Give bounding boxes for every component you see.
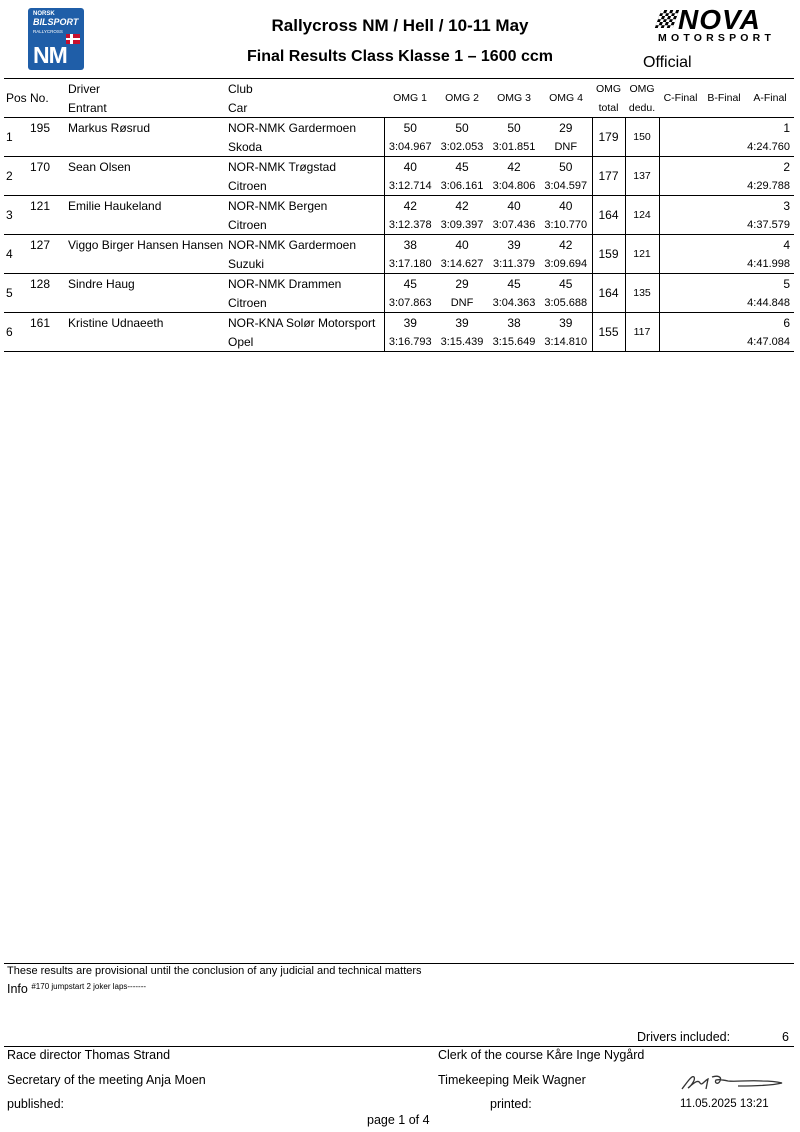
omg-dedu-cell: 135 bbox=[625, 274, 659, 313]
c-final-cell bbox=[659, 118, 702, 157]
b-final-cell bbox=[702, 235, 746, 274]
omg3-time: 3:04.363 bbox=[488, 293, 540, 313]
a-final-pos: 5 bbox=[783, 276, 790, 291]
omg1-points: 45 bbox=[403, 276, 417, 291]
a-final-time: 4:37.579 bbox=[746, 215, 794, 235]
club-name: NOR-KNA Solør Motorsport bbox=[226, 313, 384, 333]
omg3-time: 3:01.851 bbox=[488, 137, 540, 157]
drivers-included-label: Drivers included: bbox=[637, 1030, 731, 1044]
omg-dedu-cell: 121 bbox=[625, 235, 659, 274]
omg4-points: 39 bbox=[559, 315, 573, 330]
car-number-cell: 161 bbox=[30, 313, 66, 352]
page-subtitle: Final Results Class Klasse 1 – 1600 ccm bbox=[247, 48, 553, 65]
b-final-cell bbox=[702, 118, 746, 157]
omg3-time: 3:15.649 bbox=[488, 332, 540, 352]
omg4-time: 3:14.810 bbox=[540, 332, 592, 352]
timekeeping: Timekeeping Meik Wagner bbox=[438, 1073, 586, 1087]
entrant-name bbox=[66, 137, 226, 157]
info-line bbox=[7, 982, 146, 996]
omg4-points: 40 bbox=[559, 198, 573, 213]
pos-cell: 6 bbox=[4, 313, 30, 352]
footer-divider-bottom bbox=[4, 1046, 794, 1047]
col-omg-total-1: OMG bbox=[592, 79, 625, 99]
col-c-final: C-Final bbox=[659, 79, 702, 118]
omg2-points: 29 bbox=[455, 276, 469, 291]
omg3-time: 3:07.436 bbox=[488, 215, 540, 235]
nova-logo-text: NOVA bbox=[678, 4, 761, 35]
omg3-time: 3:04.806 bbox=[488, 176, 540, 196]
entrant-name bbox=[66, 215, 226, 235]
result-row bbox=[4, 274, 794, 294]
omg2-points: 50 bbox=[455, 120, 469, 135]
car-number-cell: 127 bbox=[30, 235, 66, 274]
a-final-time: 4:29.788 bbox=[746, 176, 794, 196]
club-name: NOR-NMK Trøgstad bbox=[226, 157, 384, 177]
omg1-points: 40 bbox=[403, 159, 417, 174]
car-number-cell: 128 bbox=[30, 274, 66, 313]
car-make: Suzuki bbox=[226, 254, 384, 274]
secretary: Secretary of the meeting Anja Moen bbox=[7, 1073, 206, 1087]
car-number-cell: 170 bbox=[30, 157, 66, 196]
result-row bbox=[4, 196, 794, 216]
pos-cell: 5 bbox=[4, 274, 30, 313]
omg-dedu-cell: 150 bbox=[625, 118, 659, 157]
omg4-time: 3:05.688 bbox=[540, 293, 592, 313]
club-name: NOR-NMK Gardermoen bbox=[226, 235, 384, 255]
omg1-points: 42 bbox=[403, 198, 417, 213]
nm-logo-line3: RALLYCROSS bbox=[33, 29, 63, 34]
col-no: No. bbox=[30, 79, 66, 118]
car-make: Citroen bbox=[226, 176, 384, 196]
omg2-points: 45 bbox=[455, 159, 469, 174]
driver-name: Viggo Birger Hansen Hansen bbox=[68, 237, 224, 252]
club-name: NOR-NMK Drammen bbox=[226, 274, 384, 294]
omg2-time: DNF bbox=[436, 293, 488, 313]
car-number-cell: 121 bbox=[30, 196, 66, 235]
col-b-final: B-Final bbox=[702, 79, 746, 118]
driver-name: Sindre Haug bbox=[68, 276, 135, 291]
col-driver: Driver bbox=[66, 79, 226, 99]
info-label: Info bbox=[7, 982, 28, 996]
omg2-time: 3:02.053 bbox=[436, 137, 488, 157]
disclaimer-text: These results are provisional until the conclusion of any judicial and technical matters bbox=[7, 965, 422, 977]
car-make: Opel bbox=[226, 332, 384, 352]
col-pos: Pos bbox=[4, 79, 30, 118]
omg3-points: 50 bbox=[507, 120, 521, 135]
race-director: Race director Thomas Strand bbox=[7, 1048, 171, 1062]
published-label: published: bbox=[7, 1097, 64, 1111]
pos-cell: 3 bbox=[4, 196, 30, 235]
omg3-points: 42 bbox=[507, 159, 521, 174]
result-row bbox=[4, 235, 794, 255]
club-name: NOR-NMK Bergen bbox=[226, 196, 384, 216]
omg1-time: 3:17.180 bbox=[384, 254, 436, 274]
status-label: Official bbox=[643, 54, 692, 71]
pos-cell: 2 bbox=[4, 157, 30, 196]
car-make: Skoda bbox=[226, 137, 384, 157]
clerk-of-course: Clerk of the course Kåre Inge Nygård bbox=[438, 1048, 645, 1062]
omg-total-cell: 155 bbox=[592, 313, 625, 352]
omg1-points: 38 bbox=[403, 237, 417, 252]
omg-total-cell: 164 bbox=[592, 274, 625, 313]
omg4-points: 42 bbox=[559, 237, 573, 252]
omg1-points: 50 bbox=[403, 120, 417, 135]
omg4-time: 3:09.694 bbox=[540, 254, 592, 274]
result-row bbox=[4, 157, 794, 177]
omg2-time: 3:09.397 bbox=[436, 215, 488, 235]
col-omg1: OMG 1 bbox=[384, 79, 436, 118]
car-make: Citroen bbox=[226, 215, 384, 235]
omg1-time: 3:16.793 bbox=[384, 332, 436, 352]
driver-name: Sean Olsen bbox=[68, 159, 131, 174]
a-final-pos: 2 bbox=[783, 159, 790, 174]
omg-total-cell: 179 bbox=[592, 118, 625, 157]
nova-motorsport-logo bbox=[656, 6, 792, 44]
a-final-pos: 1 bbox=[783, 120, 790, 135]
nm-logo-line4: NM bbox=[33, 42, 67, 68]
footer-divider-top bbox=[4, 963, 794, 964]
omg-dedu-cell: 117 bbox=[625, 313, 659, 352]
signature-image bbox=[678, 1071, 788, 1093]
omg-total-cell: 177 bbox=[592, 157, 625, 196]
b-final-cell bbox=[702, 196, 746, 235]
c-final-cell bbox=[659, 196, 702, 235]
omg4-points: 45 bbox=[559, 276, 573, 291]
entrant-name bbox=[66, 293, 226, 313]
col-omg-total-2: total bbox=[592, 98, 625, 118]
car-number-cell: 195 bbox=[30, 118, 66, 157]
a-final-time: 4:41.998 bbox=[746, 254, 794, 274]
a-final-pos: 3 bbox=[783, 198, 790, 213]
a-final-time: 4:44.848 bbox=[746, 293, 794, 313]
entrant-name bbox=[66, 254, 226, 274]
a-final-time: 4:24.760 bbox=[746, 137, 794, 157]
a-final-pos: 4 bbox=[783, 237, 790, 252]
page-number: page 1 of 4 bbox=[367, 1113, 430, 1127]
results-table bbox=[4, 78, 794, 352]
omg4-points: 50 bbox=[559, 159, 573, 174]
info-text: #170 jumpstart 2 joker laps------- bbox=[31, 982, 147, 991]
header-row-1 bbox=[4, 79, 794, 99]
printed-timestamp: 11.05.2025 13:21 bbox=[680, 1098, 769, 1110]
drivers-included-value: 6 bbox=[782, 1030, 789, 1044]
omg4-time: 3:10.770 bbox=[540, 215, 592, 235]
pos-cell: 4 bbox=[4, 235, 30, 274]
b-final-cell bbox=[702, 157, 746, 196]
car-make: Citroen bbox=[226, 293, 384, 313]
col-club: Club bbox=[226, 79, 384, 99]
a-final-pos: 6 bbox=[783, 315, 790, 330]
entrant-name bbox=[66, 176, 226, 196]
entrant-name bbox=[66, 332, 226, 352]
col-omg-dedu-1: OMG bbox=[625, 79, 659, 99]
omg2-time: 3:15.439 bbox=[436, 332, 488, 352]
b-final-cell bbox=[702, 274, 746, 313]
driver-name: Kristine Udnaeeth bbox=[68, 315, 164, 330]
omg3-points: 39 bbox=[507, 237, 521, 252]
omg1-time: 3:07.863 bbox=[384, 293, 436, 313]
nova-logo-subtext: MOTORSPORT bbox=[658, 32, 776, 44]
omg-dedu-cell: 137 bbox=[625, 157, 659, 196]
col-omg2: OMG 2 bbox=[436, 79, 488, 118]
omg3-points: 40 bbox=[507, 198, 521, 213]
omg2-points: 39 bbox=[455, 315, 469, 330]
omg4-points: 29 bbox=[559, 120, 573, 135]
omg1-time: 3:04.967 bbox=[384, 137, 436, 157]
omg1-points: 39 bbox=[403, 315, 417, 330]
result-row bbox=[4, 118, 794, 138]
c-final-cell bbox=[659, 274, 702, 313]
omg1-time: 3:12.378 bbox=[384, 215, 436, 235]
col-omg4: OMG 4 bbox=[540, 79, 592, 118]
checkered-flag-icon bbox=[655, 10, 680, 28]
omg4-time: 3:04.597 bbox=[540, 176, 592, 196]
omg2-time: 3:06.161 bbox=[436, 176, 488, 196]
omg3-points: 45 bbox=[507, 276, 521, 291]
omg3-time: 3:11.379 bbox=[488, 254, 540, 274]
nm-logo-line1: NORSK bbox=[33, 11, 55, 17]
pos-cell: 1 bbox=[4, 118, 30, 157]
b-final-cell bbox=[702, 313, 746, 352]
omg-dedu-cell: 124 bbox=[625, 196, 659, 235]
omg-total-cell: 159 bbox=[592, 235, 625, 274]
col-omg3: OMG 3 bbox=[488, 79, 540, 118]
col-a-final: A-Final bbox=[746, 79, 794, 118]
page-title: Rallycross NM / Hell / 10-11 May bbox=[271, 16, 529, 35]
c-final-cell bbox=[659, 235, 702, 274]
club-name: NOR-NMK Gardermoen bbox=[226, 118, 384, 138]
c-final-cell bbox=[659, 313, 702, 352]
printed-label: printed: bbox=[490, 1097, 532, 1111]
col-omg-dedu-2: dedu. bbox=[625, 98, 659, 118]
omg3-points: 38 bbox=[507, 315, 521, 330]
omg2-points: 42 bbox=[455, 198, 469, 213]
nm-logo-line2: BILSPORT bbox=[33, 17, 79, 27]
omg4-time: DNF bbox=[540, 137, 592, 157]
omg-total-cell: 164 bbox=[592, 196, 625, 235]
a-final-time: 4:47.084 bbox=[746, 332, 794, 352]
c-final-cell bbox=[659, 157, 702, 196]
col-car: Car bbox=[226, 98, 384, 118]
col-entrant: Entrant bbox=[66, 98, 226, 118]
omg2-points: 40 bbox=[455, 237, 469, 252]
result-row bbox=[4, 313, 794, 333]
omg2-time: 3:14.627 bbox=[436, 254, 488, 274]
driver-name: Emilie Haukeland bbox=[68, 198, 162, 213]
driver-name: Markus Røsrud bbox=[68, 120, 151, 135]
omg1-time: 3:12.714 bbox=[384, 176, 436, 196]
